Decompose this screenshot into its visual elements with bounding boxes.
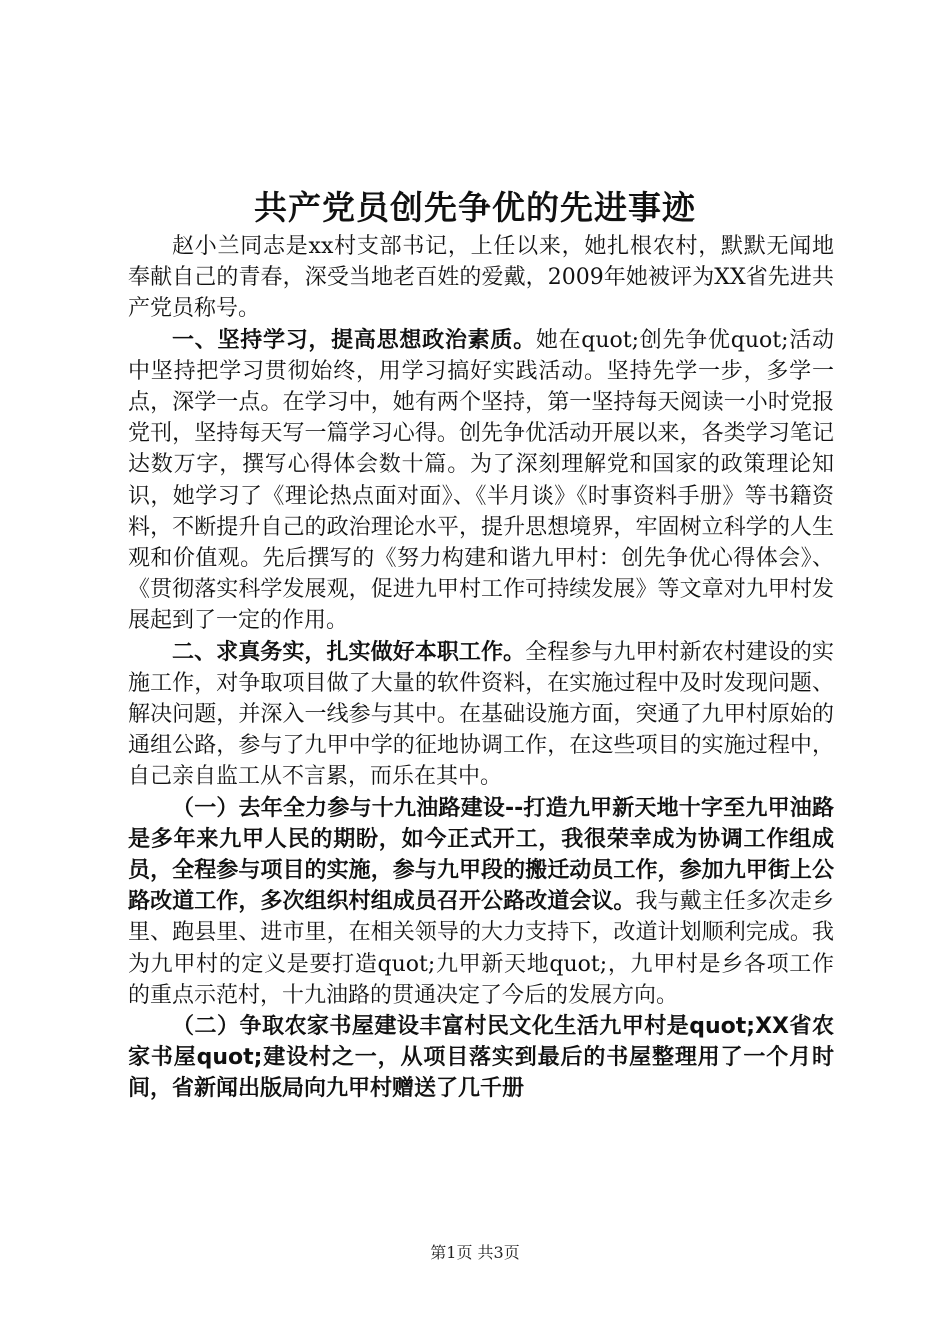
document-title: 共产党员创先争优的先进事迹 — [254, 188, 696, 227]
subsection-heading: （一）去年全力参与十九油路建设--打造九甲新天地十字至九甲油路是多年来九甲人民的期盼，如今正式开工，我很荣幸成为协调工作组成员，全程参与项目的实施，参与九甲段的搬迁动员工作，参加九甲街上公路改道工作，多次组织村组成员召开公路改道会议。 — [128, 795, 834, 915]
paragraph-text: 她在quot;创先争优quot;活动中坚持把学习贯彻始终，用学习搞好实践活动。坚持先学一步，多学一点，深学一点。在学习中，她有两个坚持，第一坚持每天阅读一小时党报党刊，坚持每天写一篇学习心得。创先争优活动开展以来，各类学习笔记达数万字，撰写心得体会数十篇。为了深刻理解党和国家的政策理论知识，她学习了《理论热点面对面》、《半月谈》《时事资料手册》等书籍资料，不断提升自己的政治理论水平，提升思想境界，牢固树立科学的人生观和价值观。先后撰写的《努力构建和谐九甲村：创先争优心得体会》、《贯彻落实科学发展观，促进九甲村工作可持续发展》等文章对九甲村发展起到了一定的作用。 — [128, 327, 834, 634]
page-footer: 第1页 共3页 — [430, 1243, 520, 1262]
paragraph-section-2 — [128, 637, 834, 793]
paragraph-text: 我与戴主任多次走乡里、跑县里、进市里，在相关领导的大力支持下，改道计划顺利完成。我为九甲村的定义是要打造quot;九甲新天地quot;，九甲村是乡各项工作的重点示范村，十九油路的贯通决定了今后的发展方向。 — [128, 889, 834, 1008]
paragraph-subsection-1 — [128, 793, 834, 1011]
paragraph-text: 全程参与九甲村新农村建设的实施工作，对争取项目做了大量的软件资料，在实施过程中及时发现问题、解决问题，并深入一线参与其中。在基础设施方面，突通了九甲村原始的通组公路，参与了九甲中学的征地协调工作，在这些项目的实施过程中，自己亲自监工从不言累，而乐在其中。 — [128, 639, 834, 790]
paragraph-intro — [128, 231, 834, 325]
section-heading: 二、求真务实，扎实做好本职工作。 — [172, 639, 526, 665]
section-heading: 一、坚持学习，提高思想政治素质。 — [172, 327, 536, 353]
document-body — [128, 231, 834, 1105]
paragraph-section-1 — [128, 325, 834, 637]
subsection-heading: （二）争取农家书屋建设丰富村民文化生活九甲村是quot;XX省农家书屋quot;建设村之一，从项目落实到最后的书屋整理用了一个月时间，省新闻出版局向九甲村赠送了几千册 — [128, 1014, 834, 1102]
paragraph-subsection-2 — [128, 1011, 834, 1105]
paragraph-text: 赵小兰同志是xx村支部书记，上任以来，她扎根农村，默默无闻地奉献自己的青春，深受当地老百姓的爱戴，2009年她被评为XX省先进共产党员称号。 — [128, 234, 834, 322]
